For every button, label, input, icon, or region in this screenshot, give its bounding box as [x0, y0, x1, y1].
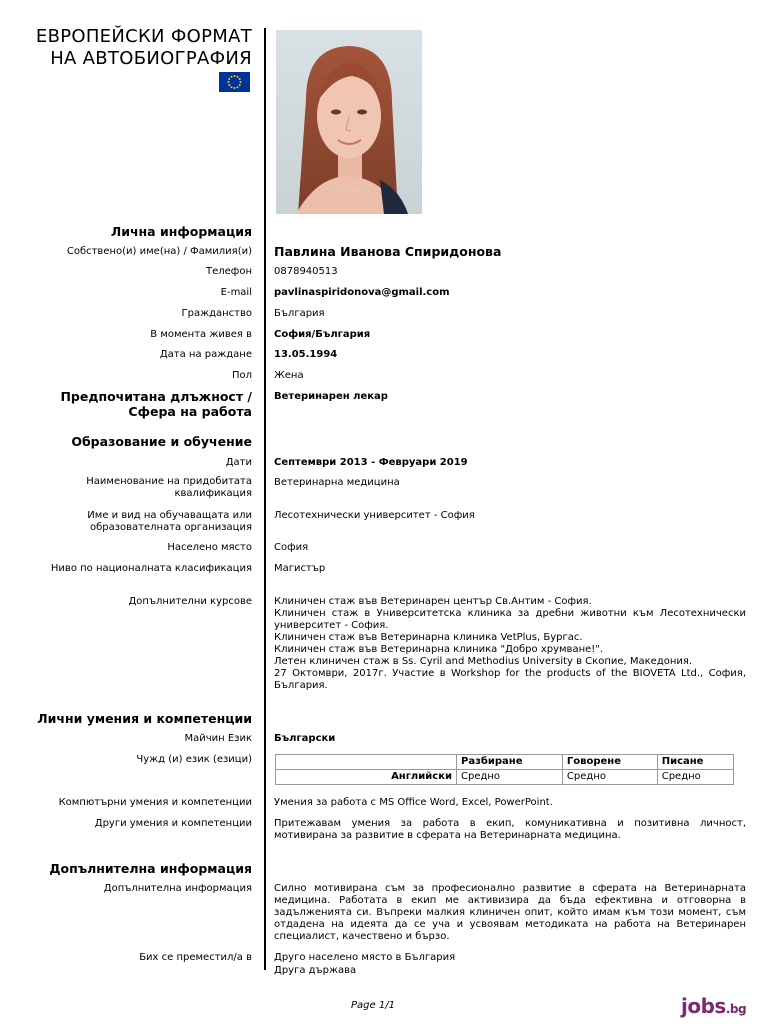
language-table-header [276, 755, 734, 770]
relocate-label: Бих се преместил/а в [139, 952, 252, 963]
header-writing: Писане [657, 755, 733, 770]
header-understanding: Разбиране [457, 755, 563, 770]
course-item: 27 Октомври, 2017г. Участие в Workshop for the products of the BIOVETA Ltd., София, България. [274, 668, 746, 691]
qualification-label-line-1: Наименование на придобитата [86, 476, 252, 487]
document-title [36, 26, 252, 70]
language-name: Английски [276, 770, 457, 785]
citizenship-label: Гражданство [181, 308, 252, 319]
native-language-value: Български [274, 733, 336, 744]
computer-skills-value: Умения за работа с MS Office Word, Excel, PowerPoint. [274, 797, 553, 808]
qualification-label-line-2: квалификация [174, 488, 252, 499]
speaking-level: Средно [562, 770, 657, 785]
course-item: Клиничен стаж във Ветеринарен център Св.Антим - София. [274, 596, 592, 607]
citizenship-value: България [274, 308, 325, 319]
birthdate-label: Дата на раждане [159, 349, 252, 360]
city-label: Населено място [167, 542, 252, 553]
dates-label: Дати [225, 457, 252, 468]
additional-info-value: Силно мотивирана съм за професионално развитие в сферата на Ветеринарната медицина. Работата в екип ме активизира да бъда ефективна и отговорна в задълженията си. Въпреки малкия клиничен опит, който имам към този момент, съм отдадена на идеята да се уча и усвоявам методиката на работа на Ветеринарен специалист, качествено и бързо. [274, 883, 746, 942]
title-line-2: НА АВТОБИОГРАФИЯ [50, 48, 252, 69]
gender-label: Пол [231, 370, 252, 381]
column-divider [264, 28, 266, 970]
other-skills-value: Притежавам умения за работа в екип, комуникативна и позитивна личност, мотивирана за развитие в сферата на Ветеринарната медицина. [274, 818, 746, 841]
section-education: Образование и обучение [71, 434, 252, 449]
jobs-bg-logo[interactable] [681, 994, 746, 1018]
birthdate-value: 13.05.1994 [274, 349, 338, 360]
course-item: Клиничен стаж във Ветеринарна клиника VetPlus, Бургас. [274, 632, 583, 643]
name-label: Собствено(и) име(на) / Фамилия(и) [66, 246, 252, 257]
email-value: pavlinaspiridonova@gmail.com [274, 287, 450, 298]
preferred-label-line-1: Предпочитана длъжност / [60, 389, 252, 404]
section-skills: Лични умения и компетенции [37, 711, 252, 726]
other-skills-label: Други умения и компетенции [94, 818, 252, 829]
preferred-position-label [60, 389, 252, 419]
preferred-label-line-2: Сфера на работа [128, 404, 252, 419]
course-item: Клиничен стаж в Университетска клиника за дребни животни към Лесотехнически университет - София. [274, 608, 746, 631]
relocate-option: Друга държава [274, 965, 357, 976]
eu-flag-icon [219, 72, 250, 92]
writing-level: Средно [657, 770, 733, 785]
section-additional-info: Допълнителна информация [49, 861, 252, 876]
residence-value: София/България [274, 329, 371, 340]
organization-value: Лесотехнически университет - София [274, 510, 475, 521]
gender-value: Жена [274, 370, 304, 381]
residence-label: В момента живея в [150, 329, 252, 340]
course-item: Летен клиничен стаж в Ss. Cyril and Methodius University в Скопие, Македония. [274, 656, 693, 667]
relocate-option: Друго населено място в България [274, 952, 456, 963]
phone-label: Телефон [205, 266, 252, 277]
level-label: Ниво по националната класификация [50, 563, 252, 574]
title-line-1: ЕВРОПЕЙСКИ ФОРМАТ [35, 26, 252, 47]
phone-value: 0878940513 [274, 266, 338, 277]
section-personal-info: Лична информация [110, 224, 252, 239]
profile-photo [276, 30, 422, 214]
full-name: Павлина Иванова Спиридонова [274, 244, 502, 259]
course-item: Клиничен стаж във Ветеринарна клиника "Добро хрумване!". [274, 644, 604, 655]
qualification-label [86, 476, 252, 500]
courses-list [274, 596, 746, 692]
logo-text: jobs [681, 994, 726, 1018]
courses-label: Допълнителни курсове [128, 596, 252, 607]
understanding-level: Средно [457, 770, 563, 785]
qualification-value: Ветеринарна медицина [274, 477, 400, 488]
foreign-language-label: Чужд (и) език (езици) [136, 754, 252, 765]
level-value: Магистър [274, 563, 326, 574]
city-value: София [274, 542, 309, 553]
table-row [276, 770, 734, 785]
logo-tld: .bg [725, 1002, 747, 1016]
organization-label-line-2: образователната организация [89, 522, 252, 533]
organization-label-line-1: Име и вид на обучаващата или [87, 510, 252, 521]
additional-info-label: Допълнителна информация [103, 883, 252, 894]
email-label: E-mail [220, 287, 252, 298]
page-number: Page 1/1 [351, 1000, 395, 1011]
dates-value: Септември 2013 - Февруари 2019 [274, 457, 468, 468]
header-speaking: Говорене [562, 755, 657, 770]
computer-skills-label: Компютърни умения и компетенции [58, 797, 252, 808]
organization-label [87, 510, 252, 534]
native-language-label: Майчин Език [184, 733, 252, 744]
preferred-position-value: Ветеринарен лекар [274, 391, 388, 402]
language-table [275, 754, 734, 785]
